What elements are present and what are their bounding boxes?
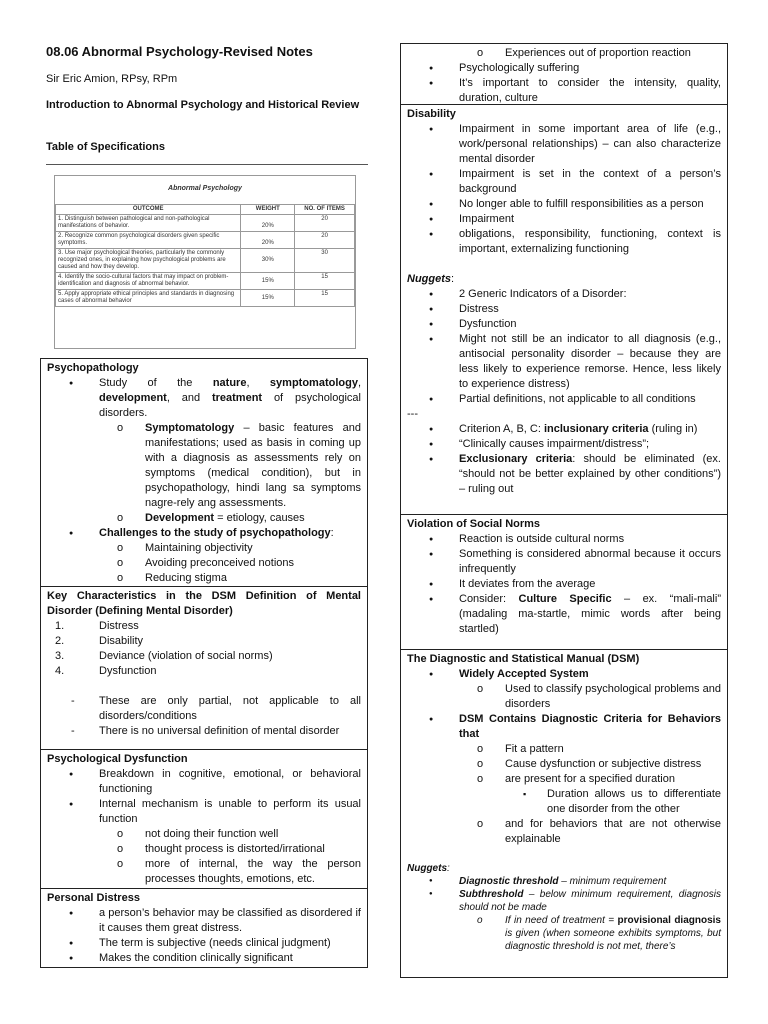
dysfunction-section xyxy=(40,749,368,889)
list-item: o Symptomatology – basic features and manifestations; used as basis in coming up with a diagnosis as assessments rely on symptoms (medical condition), but in psychopathology, hindi lang sa symptoms nagre-rely ang assessments. xyxy=(47,421,361,511)
tos-heading: Table of Specifications xyxy=(46,141,165,153)
list-item: o Avoiding preconceived notions xyxy=(47,556,361,571)
table-row xyxy=(56,232,355,249)
list-item: o are present for a specified duration xyxy=(407,772,721,787)
list-item: 4. Dysfunction xyxy=(55,665,157,677)
list-item: ● Psychologically suffering xyxy=(407,61,721,76)
list-item: ● Subthreshold – below minimum requirement, diagnosis should not be made xyxy=(407,888,721,914)
personal-distress-section xyxy=(40,888,368,968)
table-row xyxy=(56,215,355,232)
divider xyxy=(46,164,368,165)
list-item: ● Widely Accepted System xyxy=(407,667,721,682)
tos-items: 20 xyxy=(295,215,355,232)
list-item: o Cause dysfunction or subjective distress xyxy=(407,757,721,772)
list-item: ● DSM Contains Diagnostic Criteria for Behaviors that xyxy=(407,712,721,742)
list-item: ● Impairment xyxy=(407,212,721,227)
list-item: - These are only partial, not applicable to all disorders/conditions xyxy=(47,694,361,724)
violation-section xyxy=(400,514,728,650)
list-item: 1. Distress xyxy=(55,620,139,632)
list-item: ● Internal mechanism is unable to perform its usual function xyxy=(47,797,361,827)
list-item: o Fit a pattern xyxy=(407,742,721,757)
section-heading: Personal Distress xyxy=(47,892,140,904)
tos-caption: Abnormal Psychology xyxy=(168,185,242,192)
tos-col-header: OUTCOME xyxy=(56,205,241,215)
table-row xyxy=(56,249,355,273)
separator: --- xyxy=(407,408,418,420)
section-heading: The Diagnostic and Statistical Manual (DSM) xyxy=(407,653,640,665)
list-item: ● Might not still be an indicator to all diagnosis (e.g., antisocial personality disorder – because they are less likely to experience remorse. Hence, less likely to experience distress) xyxy=(407,332,721,392)
section-heading: Psychopathology xyxy=(47,362,139,374)
table-row xyxy=(56,273,355,290)
list-item: ● Dysfunction xyxy=(407,317,721,332)
nuggets-label: Nuggets: xyxy=(407,863,450,874)
list-item: ● Study of the nature, symptomatology, development, and treatment of psychological disorders. xyxy=(47,376,361,421)
list-item: ● Something is considered abnormal because it occurs infrequently xyxy=(407,547,721,577)
dsm-section xyxy=(400,649,728,978)
tos-outcome: 3. Use major psychological theories, particularly the commonly recognized ones, in explaining how psychological problems are caused and how they develop. xyxy=(56,249,241,273)
tos-outcome: 5. Apply appropriate ethical principles and standards in diagnosing cases of abnormal behavior xyxy=(56,290,241,307)
tos-weight: 20% xyxy=(241,215,295,232)
distress-continued-section xyxy=(400,43,728,105)
tos-col-header: WEIGHT xyxy=(241,205,295,215)
list-item: ● Challenges to the study of psychopathology: xyxy=(47,526,361,541)
section-heading: Disability xyxy=(407,108,456,120)
list-item: 2. Disability xyxy=(55,635,144,647)
tos-header-row xyxy=(56,205,355,215)
list-item: o more of internal, the way the person processes thoughts, emotions, etc. xyxy=(47,857,361,887)
list-item: ● Reaction is outside cultural norms xyxy=(407,532,721,547)
nuggets-label: Nuggets: xyxy=(407,273,455,285)
list-item: - There is no universal definition of mental disorder xyxy=(47,724,361,739)
list-item: ● Diagnostic threshold – minimum requirement xyxy=(407,875,721,888)
list-item: ● Impairment in some important area of life (e.g., work/personal relationships) – can also characterize mental disorder xyxy=(407,122,721,167)
list-item: ● “Clinically causes impairment/distress”; xyxy=(407,437,721,452)
list-item: ● Makes the condition clinically significant xyxy=(47,951,361,966)
tos-weight: 15% xyxy=(241,273,295,290)
list-item: ● a person’s behavior may be classified as disordered if it causes them great distress. xyxy=(47,906,361,936)
list-item: ● Breakdown in cognitive, emotional, or behavioral functioning xyxy=(47,767,361,797)
list-item: ● Exclusionary criteria: should be eliminated (ex. “should not be better explained by other conditions”) – ruling out xyxy=(407,452,721,497)
list-item: o thought process is distorted/irrational xyxy=(47,842,361,857)
tos-items: 15 xyxy=(295,290,355,307)
list-item: o If in need of treatment = provisional diagnosis is given (when someone exhibits symptoms, but diagnostic threshold is not met, there’s xyxy=(407,914,721,953)
tos-outcome: 2. Recognize common psychological disorders given specific symptoms. xyxy=(56,232,241,249)
list-item: o Reducing stigma xyxy=(47,571,361,586)
psychopathology-section xyxy=(40,358,368,587)
tos-items: 15 xyxy=(295,273,355,290)
list-item: ● Partial definitions, not applicable to all conditions xyxy=(407,392,721,407)
table-row xyxy=(56,290,355,307)
list-item: 3. Deviance (violation of social norms) xyxy=(55,650,273,662)
page-title: 08.06 Abnormal Psychology-Revised Notes xyxy=(46,44,313,59)
tos-table-image xyxy=(54,175,356,349)
tos-items: 20 xyxy=(295,232,355,249)
tos-weight: 30% xyxy=(241,249,295,273)
tos-col-header: NO. OF ITEMS xyxy=(295,205,355,215)
tos-items: 30 xyxy=(295,249,355,273)
section-heading: Psychological Dysfunction xyxy=(47,753,188,765)
list-item: ● Impairment is set in the context of a person’s background xyxy=(407,167,721,197)
list-item: ● obligations, responsibility, functioning, context is important, externalizing functioning xyxy=(407,227,721,257)
list-item: o Experiences out of proportion reaction xyxy=(407,46,721,61)
list-item: ● 2 Generic Indicators of a Disorder: xyxy=(407,287,721,302)
tos-outcome: 4. Identify the socio-cultural factors that may impact on problem-identification and diagnosis of abnormal behavior. xyxy=(56,273,241,290)
list-item: o and for behaviors that are not otherwise explainable xyxy=(407,817,721,847)
tos-outcome: 1. Distinguish between pathological and non-pathological manifestations of behavior. xyxy=(56,215,241,232)
tos-weight: 20% xyxy=(241,232,295,249)
list-item: ● The term is subjective (needs clinical judgment) xyxy=(47,936,361,951)
intro-heading: Introduction to Abnormal Psychology and Historical Review xyxy=(46,99,360,111)
list-item: ● It deviates from the average xyxy=(407,577,721,592)
tos-weight: 15% xyxy=(241,290,295,307)
list-item: o Maintaining objectivity xyxy=(47,541,361,556)
list-item: ● No longer able to fulfill responsibilities as a person xyxy=(407,197,721,212)
list-item: ● Distress xyxy=(407,302,721,317)
section-heading: Violation of Social Norms xyxy=(407,518,541,530)
list-item: o Used to classify psychological problems and disorders xyxy=(407,682,721,712)
tos-table xyxy=(55,204,355,307)
list-item: o not doing their function well xyxy=(47,827,361,842)
author-name: Sir Eric Amion, RPsy, RPm xyxy=(46,73,178,85)
list-item: ● Criterion A, B, C: inclusionary criteria (ruling in) xyxy=(407,422,721,437)
key-characteristics-section xyxy=(40,586,368,750)
section-heading: Key Characteristics in the DSM Definition of Mental Disorder (Defining Mental Disorder) xyxy=(47,590,361,617)
list-item: ● Consider: Culture Specific – ex. “mali-mali” (madaling ma-startle, mimic words after being startled) xyxy=(407,592,721,637)
list-item: o Development = etiology, causes xyxy=(47,511,361,526)
list-item: ● It’s important to consider the intensity, quality, duration, culture xyxy=(407,76,721,106)
list-item: ▪ Duration allows us to differentiate one disorder from the other xyxy=(407,787,721,817)
disability-section xyxy=(400,104,728,515)
